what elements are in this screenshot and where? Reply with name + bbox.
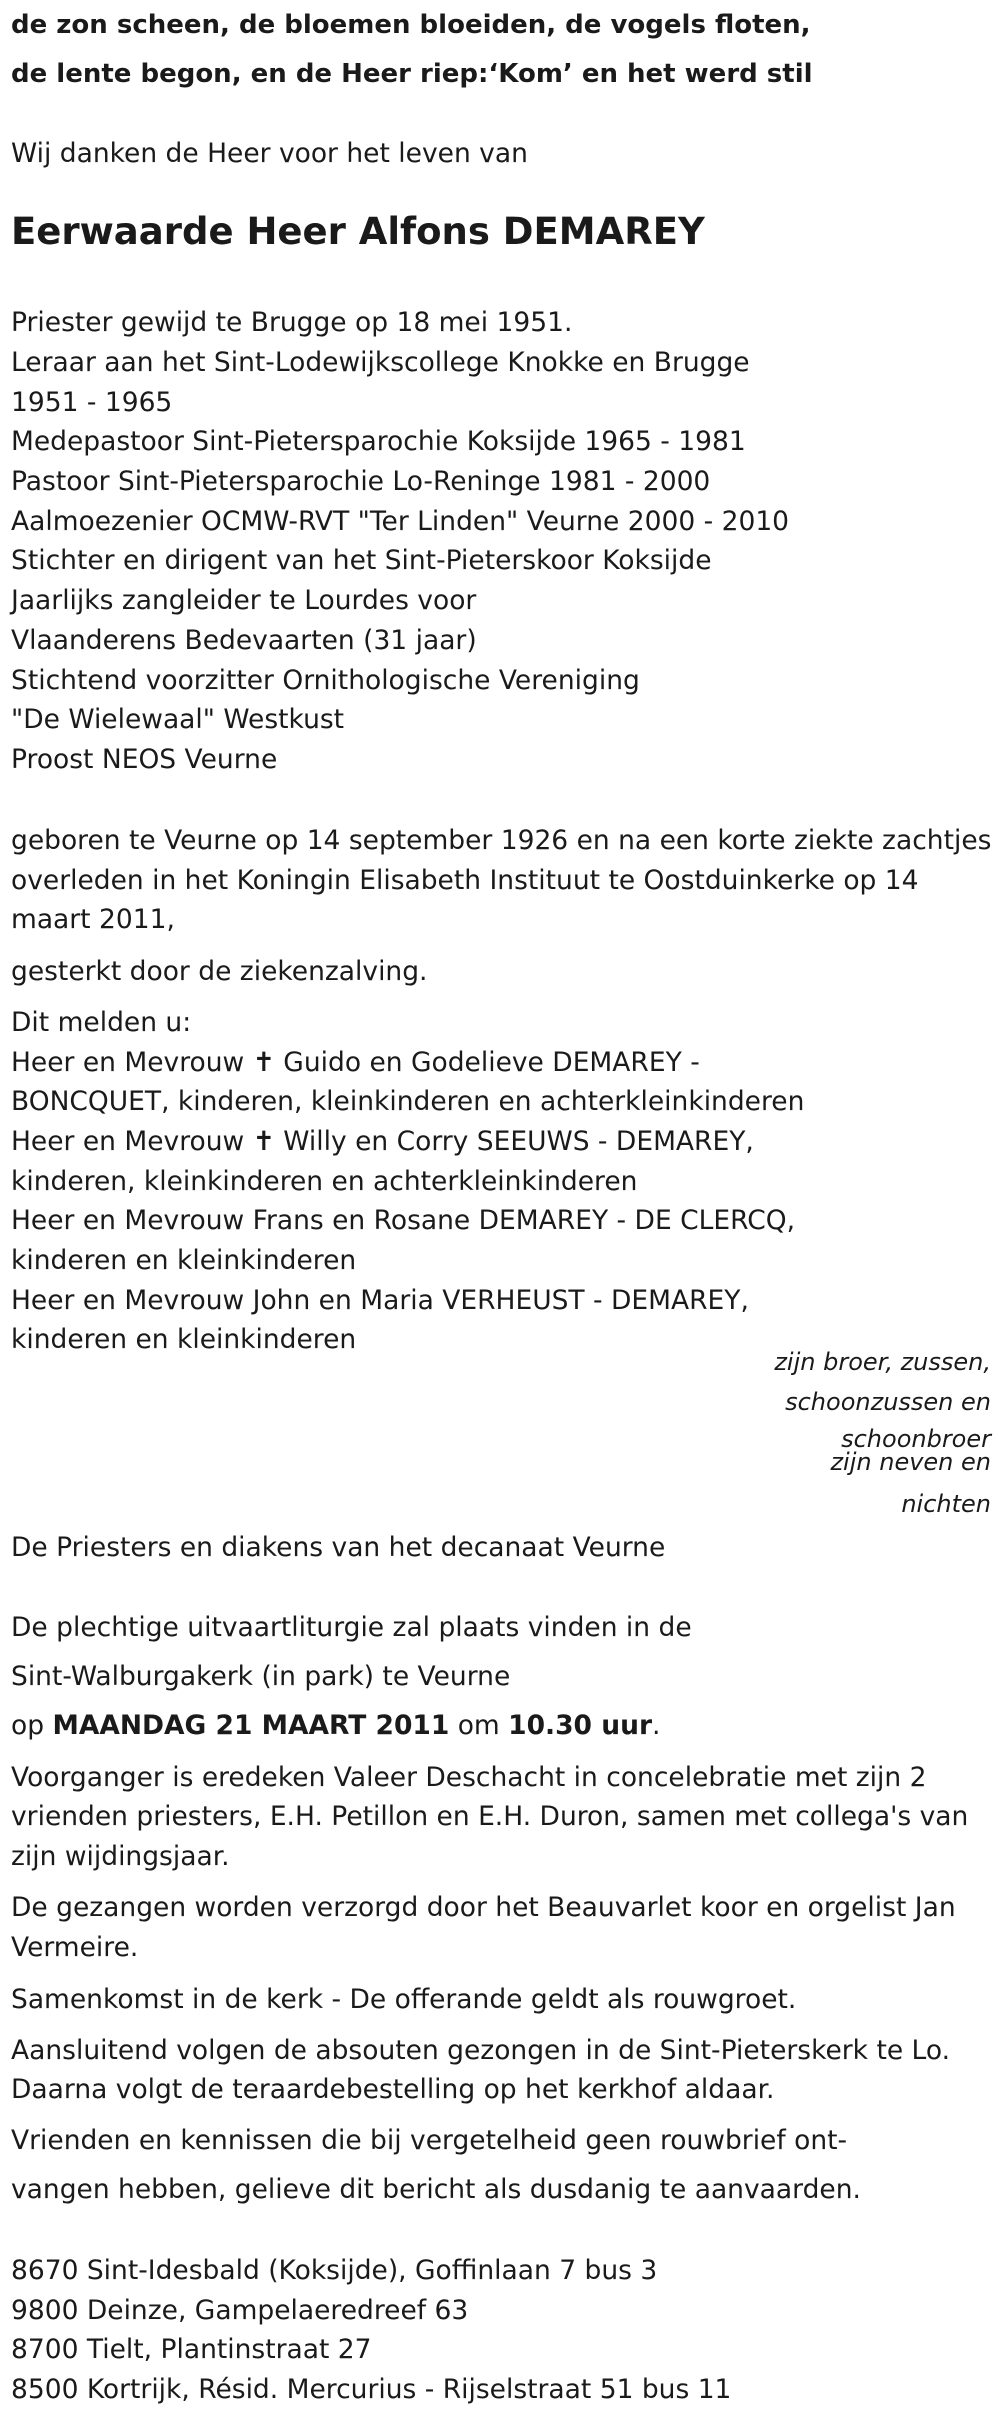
- cross-icon: ✝: [252, 1047, 275, 1078]
- address-line: 8700 Tielt, Plantinstraat 27: [11, 2334, 372, 2365]
- absolution-line: Aansluitend volgen de absouten gezongen in de Sint-Pieterskerk te Lo.: [11, 2035, 951, 2066]
- family-line: kinderen en kleinkinderen: [11, 1324, 357, 1355]
- family-names: Willy en Corry SEEUWS - DEMAREY,: [274, 1126, 754, 1157]
- funeral-on: op: [11, 1710, 53, 1741]
- music-line: Vermeire.: [11, 1932, 139, 1963]
- family-line: kinderen en kleinkinderen: [11, 1245, 357, 1276]
- intro-text: Wij danken de Heer voor het leven van: [11, 138, 528, 169]
- career-line: Stichter en dirigent van het Sint-Pieterskoor Koksijde: [11, 545, 712, 576]
- relation-line: nichten: [901, 1490, 991, 1518]
- career-line: Priester gewijd te Brugge op 18 mei 1951.: [11, 307, 573, 338]
- address-line: 9800 Deinze, Gampelaeredreef 63: [11, 2295, 469, 2326]
- motto-line-2: de lente begon, en de Heer riep:‘Kom’ en het werd stil: [11, 59, 813, 89]
- career-line: "De Wielewaal" Westkust: [11, 704, 345, 735]
- family-line: kinderen, kleinkinderen en achterkleinkinderen: [11, 1166, 638, 1197]
- career-line: 1951 - 1965: [11, 387, 173, 418]
- family-line: Heer en Mevrouw Frans en Rosane DEMAREY - DE CLERCQ,: [11, 1205, 796, 1236]
- birth-death-line: overleden in het Koningin Elisabeth Instituut te Oostduinkerke op 14: [11, 865, 919, 896]
- career-line: Jaarlijks zangleider te Lourdes voor: [11, 585, 477, 616]
- anointed-text: gesterkt door de ziekenzalving.: [11, 956, 428, 987]
- address-line: 8670 Sint-Idesbald (Koksijde), Goffinlaan 7 bus 3: [11, 2255, 658, 2286]
- motto-line-1: de zon scheen, de bloemen bloeiden, de vogels floten,: [11, 10, 811, 40]
- career-line: Vlaanderens Bedevaarten (31 jaar): [11, 625, 477, 656]
- relation-line: zijn broer, zussen,: [774, 1348, 991, 1376]
- officiant-line: Voorganger is eredeken Valeer Deschacht in concelebratie met zijn 2: [11, 1762, 927, 1793]
- career-line: Stichtend voorzitter Ornithologische Vereniging: [11, 665, 640, 696]
- career-line: Pastoor Sint-Pietersparochie Lo-Reninge 1981 - 2000: [11, 466, 711, 497]
- career-line: Aalmoezenier OCMW-RVT "Ter Linden" Veurne 2000 - 2010: [11, 506, 790, 537]
- career-line: Proost NEOS Veurne: [11, 744, 278, 775]
- music-line: De gezangen worden verzorgd door het Beauvarlet koor en orgelist Jan: [11, 1892, 956, 1923]
- family-names: Guido en Godelieve DEMAREY -: [274, 1047, 700, 1078]
- relation-line: zijn neven en: [830, 1448, 991, 1476]
- funeral-date: MAANDAG 21 MAART 2011: [52, 1710, 450, 1741]
- career-line: Medepastoor Sint-Pietersparochie Koksijde 1965 - 1981: [11, 426, 746, 457]
- funeral-line: De plechtige uitvaartliturgie zal plaats vinden in de: [11, 1612, 692, 1643]
- funeral-date-line: [11, 1709, 660, 1743]
- funeral-end: .: [652, 1710, 661, 1741]
- clergy-text: De Priesters en diakens van het decanaat Veurne: [11, 1532, 666, 1563]
- officiant-line: zijn wijdingsjaar.: [11, 1841, 230, 1872]
- gathering-text: Samenkomst in de kerk - De offerande geldt als rouwgroet.: [11, 1984, 797, 2015]
- funeral-at: om: [449, 1710, 509, 1741]
- relation-line: schoonzussen en: [785, 1388, 991, 1416]
- family-line: Heer en Mevrouw John en Maria VERHEUST - DEMAREY,: [11, 1285, 749, 1316]
- officiant-line: vrienden priesters, E.H. Petillon en E.H. Duron, samen met collega's van: [11, 1801, 969, 1832]
- birth-death-line: maart 2011,: [11, 904, 175, 935]
- birth-death-line: geboren te Veurne op 14 september 1926 en na een korte ziekte zachtjes: [11, 825, 992, 856]
- family-line: [11, 1046, 700, 1080]
- family-prefix: Heer en Mevrouw: [11, 1126, 253, 1157]
- family-line: BONCQUET, kinderen, kleinkinderen en achterkleinkinderen: [11, 1086, 805, 1117]
- funeral-line: Sint-Walburgakerk (in park) te Veurne: [11, 1661, 511, 1692]
- career-line: Leraar aan het Sint-Lodewijkscollege Knokke en Brugge: [11, 347, 750, 378]
- family-prefix: Heer en Mevrouw: [11, 1047, 253, 1078]
- address-line: 8500 Kortrijk, Résid. Mercurius - Rijselstraat 51 bus 11: [11, 2374, 732, 2405]
- cross-icon: ✝: [252, 1126, 275, 1157]
- notice-line: Vrienden en kennissen die bij vergetelheid geen rouwbrief ont-: [11, 2125, 848, 2156]
- funeral-time: 10.30 uur: [508, 1710, 653, 1741]
- relation-line: schoonbroer: [841, 1425, 991, 1453]
- family-line: [11, 1125, 754, 1159]
- announce-intro: Dit melden u:: [11, 1007, 192, 1038]
- absolution-line: Daarna volgt de teraardebestelling op het kerkhof aldaar.: [11, 2074, 775, 2105]
- notice-line: vangen hebben, gelieve dit bericht als dusdanig te aanvaarden.: [11, 2174, 861, 2205]
- deceased-name: Eerwaarde Heer Alfons DEMAREY: [11, 210, 705, 253]
